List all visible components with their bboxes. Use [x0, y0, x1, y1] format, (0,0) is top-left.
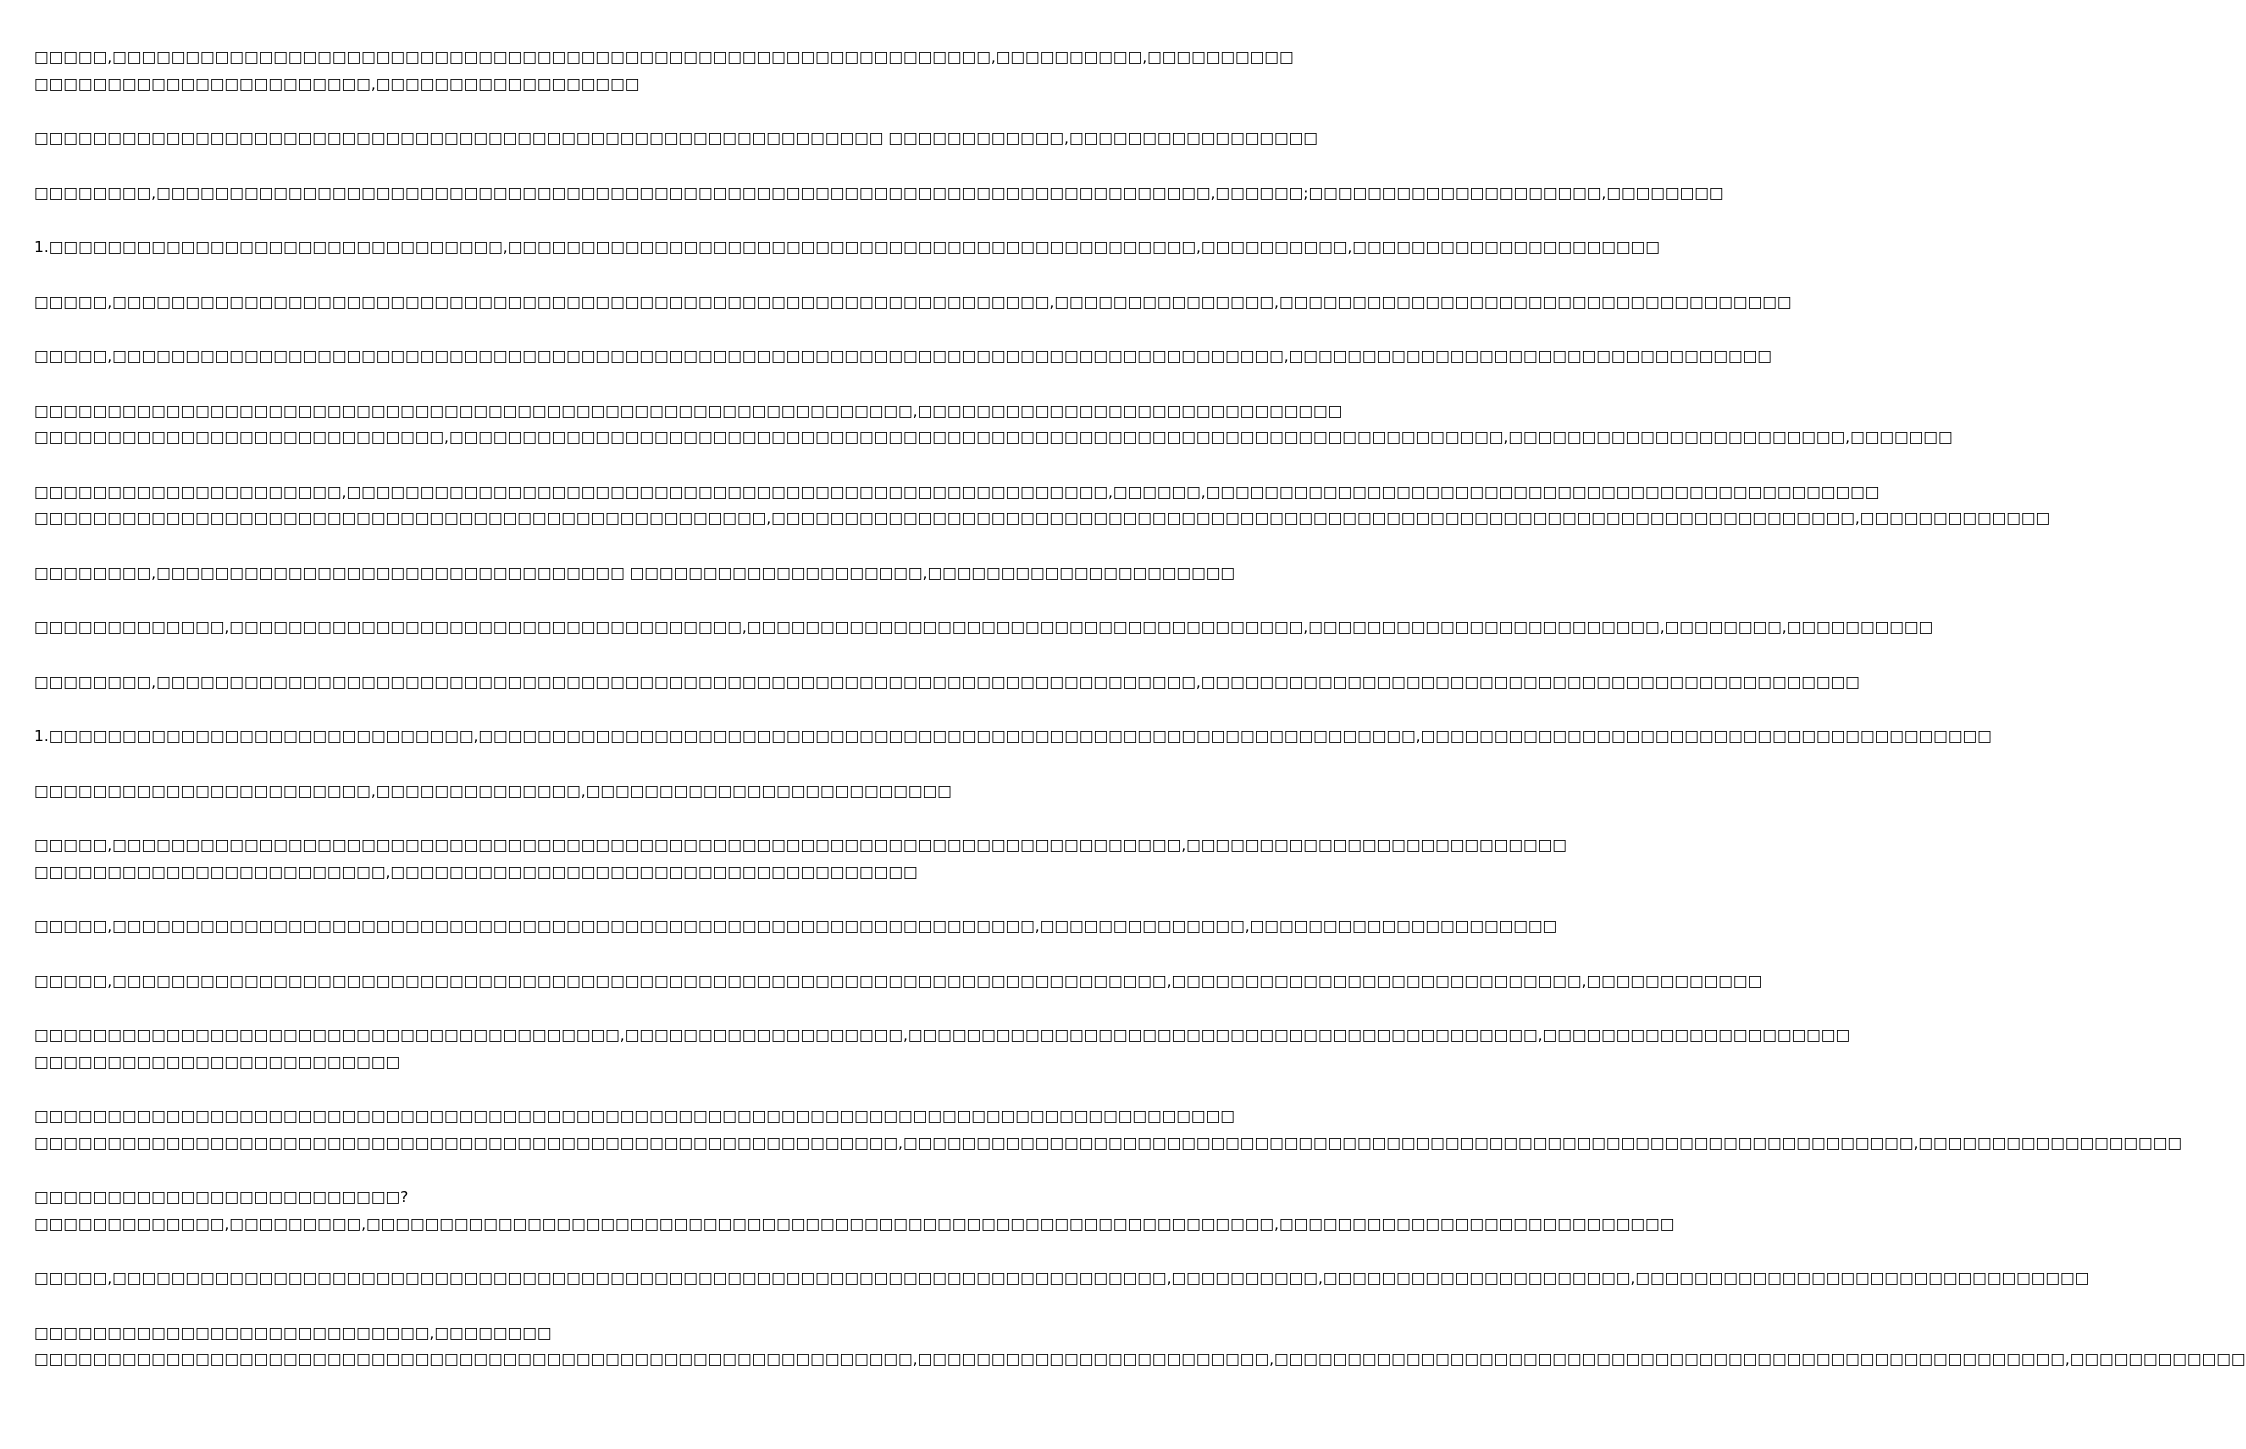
- paragraph: [34, 1265, 2090, 1292]
- paragraph-line: □□□□□□□□,□□□□□□□□□□□□□□□□□□□□□□□□□□□□□□□□□□□□□□□□□□□□□□□□□□□□□□□□□□□□□□□□□□□□□□□,□□□□□□□□□□□□□□□□□□□□□□□□□□□□□□□□□□□□□□□□□□□□□: [34, 672, 1860, 691]
- paragraph-line: □□□□□,□□□□□□□□□□□□□□□□□□□□□□□□□□□□□□□□□□□□□□□□□□□□□□□□□□□□□□□□□□□□□□□□□□□□□□□□□□□□□□□□,□□□□□□□□□□□□□□□□□□□□□□□□□□□□□□□□□: [34, 347, 1772, 365]
- paragraph: [34, 234, 1660, 261]
- paragraph-line: □□□□□□□□□□□□□□□□□□□□□□□□□□□□□□□□□□□□□□□□□□□□□□□□□□□□□□□□□□□□,□□□□□□□□□□□□□□□□□□□□□□□□,□□□□□□□□□□□□□□□□□□□□□□□□□□□□□□□□□□□□□□□□□□□□□□□□□□□□□□,□□□□□□□□□□□□: [34, 1350, 2246, 1368]
- paragraph-line: □□□□□,□□□□□□□□□□□□□□□□□□□□□□□□□□□□□□□□□□□□□□□□□□□□□□□□□□□□□□□□□□□□□□□□□□□□□□□□,□□□□□□□□□□,□□□□□□□□□□□□□□□□□□□□□,□□□□□□□□□□□□□□□□□□□□□□□□□□□□□□□: [34, 1269, 2090, 1287]
- paragraph: [34, 479, 2051, 532]
- paragraph-line: 1.□□□□□□□□□□□□□□□□□□□□□□□□□□□□□□□,□□□□□□□□□□□□□□□□□□□□□□□□□□□□□□□□□□□□□□□□□□□□□□□,□□□□□□□□□□,□□□□□□□□□□□□□□□□□□□□□: [34, 238, 1660, 256]
- paragraph-line: □□□□□□□□□□□□□,□□□□□□□□□,□□□□□□□□□□□□□□□□□□□□□□□□□□□□□□□□□□□□□□□□□□□□□□□□□□□□□□□□□□□□□□,□□□□□□□□□□□□□□□□□□□□□□□□□□□: [34, 1214, 1675, 1233]
- document-body: [34, 44, 2246, 1401]
- paragraph-line: □□□□□□□□□□□□□□□□□□□□□□□□□: [34, 1052, 401, 1071]
- paragraph-line: □□□□□□□□□□□□□□□□□□□□□,□□□□□□□□□□□□□□□□□□□□□□□□□□□□□□□□□□□□□□□□□□□□□□□□□□□□,□□□□□□,□□□□□□□□□□□□□□□□□□□□□□□□□□□□□□□□□□□□□□□□□□□□□□: [34, 482, 1880, 501]
- paragraph-line: □□□□□□□□□□□□□□□□□□□□□□□□□□□□□□□□□□□□□□□□□□□□□□□□□□□□□□□□□□□□,□□□□□□□□□□□□□□□□□□□□□□□□□□□□□: [34, 401, 1343, 420]
- paragraph: [34, 1320, 2246, 1373]
- paragraph-line: □□□□□□□□□□□□□□□□□□□□□□□□□□□□□□□□□□□□□□□□□□□□□□□□□□□□□□□□□□□,□□□□□□□□□□□□□□□□□□□□□□□□□□□□□□□□□□□□□□□□□□□□□□□□□□□□□□□□□□□□□□□□□□□□□,□□□□□□□□□□□□□□□□□□: [34, 1133, 2182, 1152]
- paragraph: [34, 1184, 1675, 1237]
- paragraph: [34, 560, 1236, 587]
- paragraph: [34, 968, 1763, 995]
- paragraph: [34, 832, 1567, 885]
- paragraph: [34, 289, 1792, 316]
- paragraph-line: □□□□□□□□,□□□□□□□□□□□□□□□□□□□□□□□□□□□□□□□□ □□□□□□□□□□□□□□□□□□□□,□□□□□□□□□□□□□□□□□□□□□: [34, 563, 1236, 582]
- paragraph-line: □□□□□,□□□□□□□□□□□□□□□□□□□□□□□□□□□□□□□□□□□□□□□□□□□□□□□□□□□□□□□□□□□□□□□,□□□□□□□□□□□□□□,□□□□□□□□□□□□□□□□□□□□□: [34, 917, 1558, 935]
- paragraph-line: □□□□□,□□□□□□□□□□□□□□□□□□□□□□□□□□□□□□□□□□□□□□□□□□□□□□□□□□□□□□□□□□□□□□□□□□□□□□□□□,□□□□□□□□□□□□□□□□□□□□□□□□□□: [34, 836, 1567, 854]
- paragraph: [34, 913, 1558, 940]
- paragraph-line: □□□□□□□□□□□□□□□□□□□□□□□□,□□□□□□□□□□□□□□□□□□□□□□□□□□□□□□□□□□□□: [34, 862, 918, 881]
- paragraph-line: □□□□□□□□□□□□□□□□□□□□□□□□□□□□□□□□□□□□□□□□□□□□□□□□□□□□□□□□□□ □□□□□□□□□□□□,□□□□□□□□□□□□□□□□□: [34, 129, 1318, 147]
- paragraph: [34, 125, 1318, 152]
- paragraph-line: □□□□□,□□□□□□□□□□□□□□□□□□□□□□□□□□□□□□□□□□□□□□□□□□□□□□□□□□□□□□□□□□□□□□□□□□□□□□□□,□□□□□□□□□□□□□□□□□□□□□□□□□□□□,□□□□□□□□□□□□: [34, 971, 1763, 990]
- paragraph: [34, 44, 1294, 97]
- paragraph-line: □□□□□□□□□□□□□□□□□□□□□□□□□□□□□□□□□□□□□□□□,□□□□□□□□□□□□□□□□□□□,□□□□□□□□□□□□□□□□□□□□□□□□□□□□□□□□□□□□□□□□□□□,□□□□□□□□□□□□□□□□□□□□□: [34, 1026, 1851, 1044]
- paragraph-line: □□□□□□□□□□□□□□□□□□□□□□□□□□□□,□□□□□□□□□□□□□□□□□□□□□□□□□□□□□□□□□□□□□□□□□□□□□□□□□□□□□□□□□□□□□□□□□□□□□□□□,□□□□□□□□□□□□□□□□□□□□□□□,□□□□□□□: [34, 428, 1953, 446]
- paragraph-line: 1.□□□□□□□□□□□□□□□□□□□□□□□□□□□□□,□□□□□□□□□□□□□□□□□□□□□□□□□□□□□□□□□□□□□□□□□□□□□□□□□□□□□□□□□□□□□□□□,□□□□□□□□□□□□□□□□□□□□□□□□□□□□□□□□□□□□□□□: [34, 727, 1992, 745]
- paragraph: [34, 1022, 1851, 1075]
- paragraph-line: □□□□□□□□□□□□□,□□□□□□□□□□□□□□□□□□□□□□□□□□□□□□□□□□□,□□□□□□□□□□□□□□□□□□□□□□□□□□□□□□□□□□□□□□,□□□□□□□□□□□□□□□□□□□□□□□□,□□□□□□□□,□□□□□□□□□□: [34, 618, 1934, 636]
- paragraph-line: □□□□□□□□,□□□□□□□□□□□□□□□□□□□□□□□□□□□□□□□□□□□□□□□□□□□□□□□□□□□□□□□□□□□□□□□□□□□□□□□□,□□□□□□;□□□□□□□□□□□□□□□□□□□□,□□□□□□□□: [34, 183, 1724, 202]
- paragraph: [34, 343, 1772, 370]
- paragraph-line: □□□□□,□□□□□□□□□□□□□□□□□□□□□□□□□□□□□□□□□□□□□□□□□□□□□□□□□□□□□□□□□□□□,□□□□□□□□□□,□□□□□□□□□□: [34, 48, 1294, 66]
- paragraph-line: □□□□□□□□□□□□□□□□□□□□□□□,□□□□□□□□□□□□□□,□□□□□□□□□□□□□□□□□□□□□□□□□: [34, 781, 952, 800]
- paragraph-line: □□□□□□□□□□□□□□□□□□□□□□□□□□□□□□□□□□□□□□□□□□□□□□□□□□□□□□□□□□□□□□□□□□□□□□□□□□□□□□□□□□: [34, 1107, 1235, 1125]
- paragraph-line: □□□□□□□□□□□□□□□□□□□□□□□□□□□,□□□□□□□□: [34, 1323, 552, 1342]
- paragraph-line: □□□□□□□□□□□□□□□□□□□□□□□□□□□□□□□□□□□□□□□□□□□□□□□□□□,□□□□□□□□□□□□□□□□□□□□□□□□□□□□□□□□□□□□□□□□□□□□□□□□□□□□□□□□□□□□□□□□□□□□□□□□□□,□□□□□□□□□□□□□: [34, 509, 2051, 527]
- paragraph: [34, 723, 1992, 750]
- paragraph: [34, 398, 1953, 451]
- paragraph-line: □□□□□□□□□□□□□□□□□□□□□□□□□?: [34, 1188, 409, 1206]
- paragraph: [34, 778, 990, 805]
- paragraph-line: □□□□□□□□□□□□□□□□□□□□□□□,□□□□□□□□□□□□□□□□□□: [34, 74, 640, 93]
- paragraph: [34, 669, 1860, 696]
- paragraph-line: □□□□□,□□□□□□□□□□□□□□□□□□□□□□□□□□□□□□□□□□□□□□□□□□□□□□□□□□□□□□□□□□□□□□□□,□□□□□□□□□□□□□□□,□□□□□□□□□□□□□□□□□□□□□□□□□□□□□□□□□□□: [34, 292, 1792, 311]
- paragraph: [34, 614, 1934, 641]
- paragraph: [34, 1103, 2182, 1156]
- paragraph: [34, 180, 1724, 207]
